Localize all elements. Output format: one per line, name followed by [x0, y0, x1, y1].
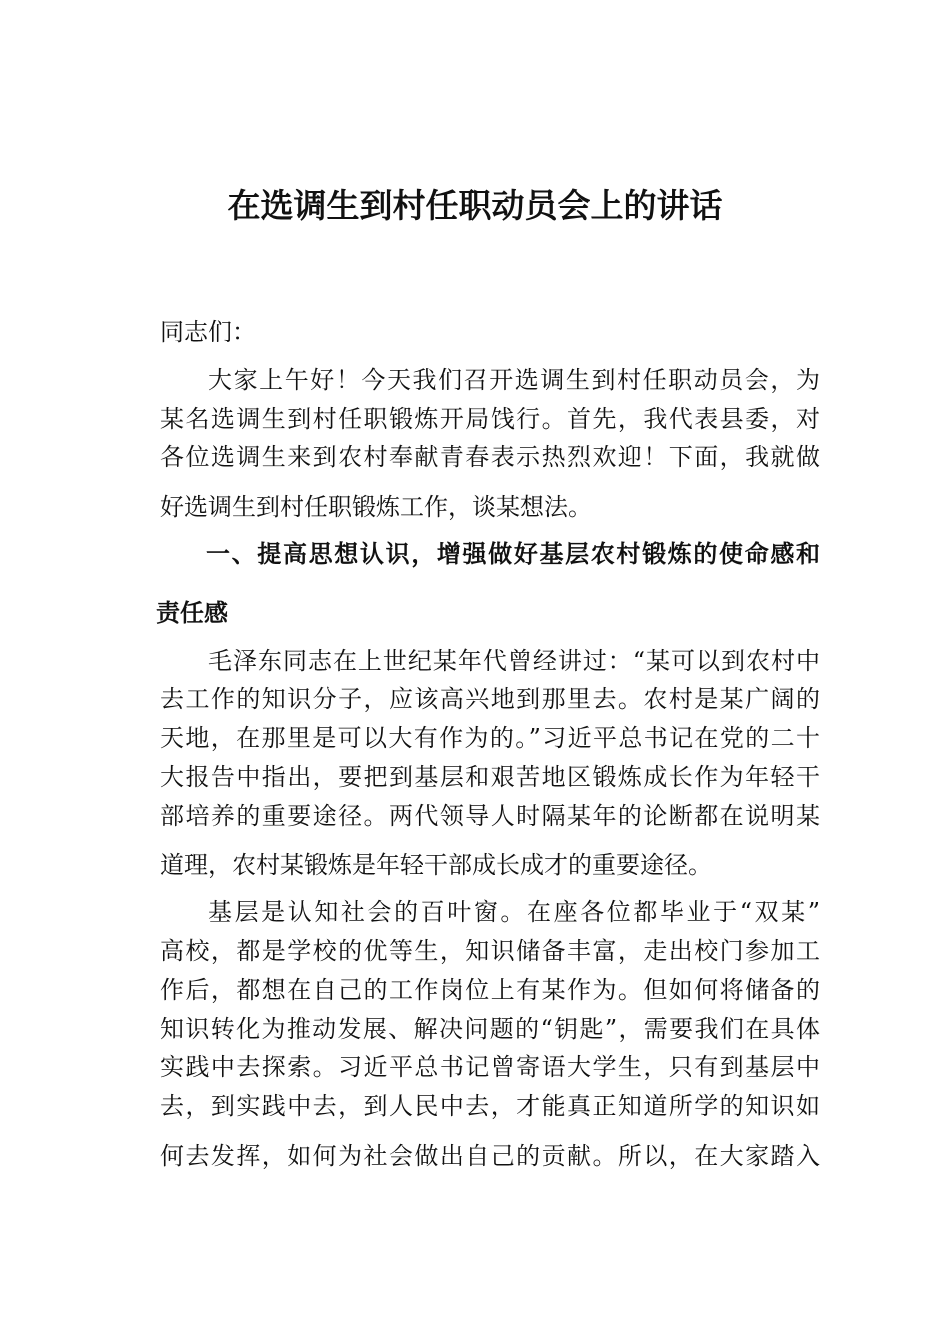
paragraph-2-line-3: 天地，在那里是可以大有作为的。”习近平总书记在党的二十	[160, 724, 820, 752]
paragraph-3-line-2: 高校，都是学校的优等生，知识储备丰富，走出校门参加工	[160, 937, 820, 965]
paragraph-3-line-5: 实践中去探索。习近平总书记曾寄语大学生，只有到基层中	[160, 1053, 820, 1081]
paragraph-2-line-6: 道理，农村某锻炼是年轻干部成长成才的重要途径。	[160, 851, 712, 879]
salutation: 同志们：	[160, 318, 256, 346]
paragraph-3-line-7: 何去发挥，如何为社会做出自己的贡献。所以，在大家踏入	[160, 1142, 820, 1170]
paragraph-2-line-1: 毛泽东同志在上世纪某年代曾经讲过：“某可以到农村中	[208, 647, 820, 675]
paragraph-3-line-1: 基层是认知社会的百叶窗。在座各位都毕业于“双某”	[208, 898, 820, 926]
paragraph-2-line-4: 大报告中指出，要把到基层和艰苦地区锻炼成长作为年轻干	[160, 763, 820, 791]
paragraph-1-line-2: 某名选调生到村任职锻炼开局饯行。首先，我代表县委，对	[160, 405, 820, 433]
paragraph-3-line-3: 作后，都想在自己的工作岗位上有某作为。但如何将储备的	[160, 976, 820, 1004]
paragraph-2-line-2: 去工作的知识分子，应该高兴地到那里去。农村是某广阔的	[160, 685, 820, 713]
paragraph-3-line-6: 去，到实践中去，到人民中去，才能真正知道所学的知识如	[160, 1092, 820, 1120]
section-heading-1-line-2: 责任感	[156, 599, 228, 627]
paragraph-1-line-1: 大家上午好！今天我们召开选调生到村任职动员会，为	[208, 366, 820, 394]
paragraph-1-line-4: 好选调生到村任职锻炼工作，谈某想法。	[160, 493, 592, 521]
document-title: 在选调生到村任职动员会上的讲话	[227, 186, 723, 225]
paragraph-1-line-3: 各位选调生来到农村奉献青春表示热烈欢迎！下面，我就做	[160, 443, 820, 471]
section-heading-1-line-1: 一、提高思想认识，增强做好基层农村锻炼的使命感和	[206, 540, 820, 568]
paragraph-2-line-5: 部培养的重要途径。两代领导人时隔某年的论断都在说明某	[160, 802, 820, 830]
paragraph-3-line-4: 知识转化为推动发展、解决问题的“钥匙”，需要我们在具体	[160, 1015, 820, 1043]
